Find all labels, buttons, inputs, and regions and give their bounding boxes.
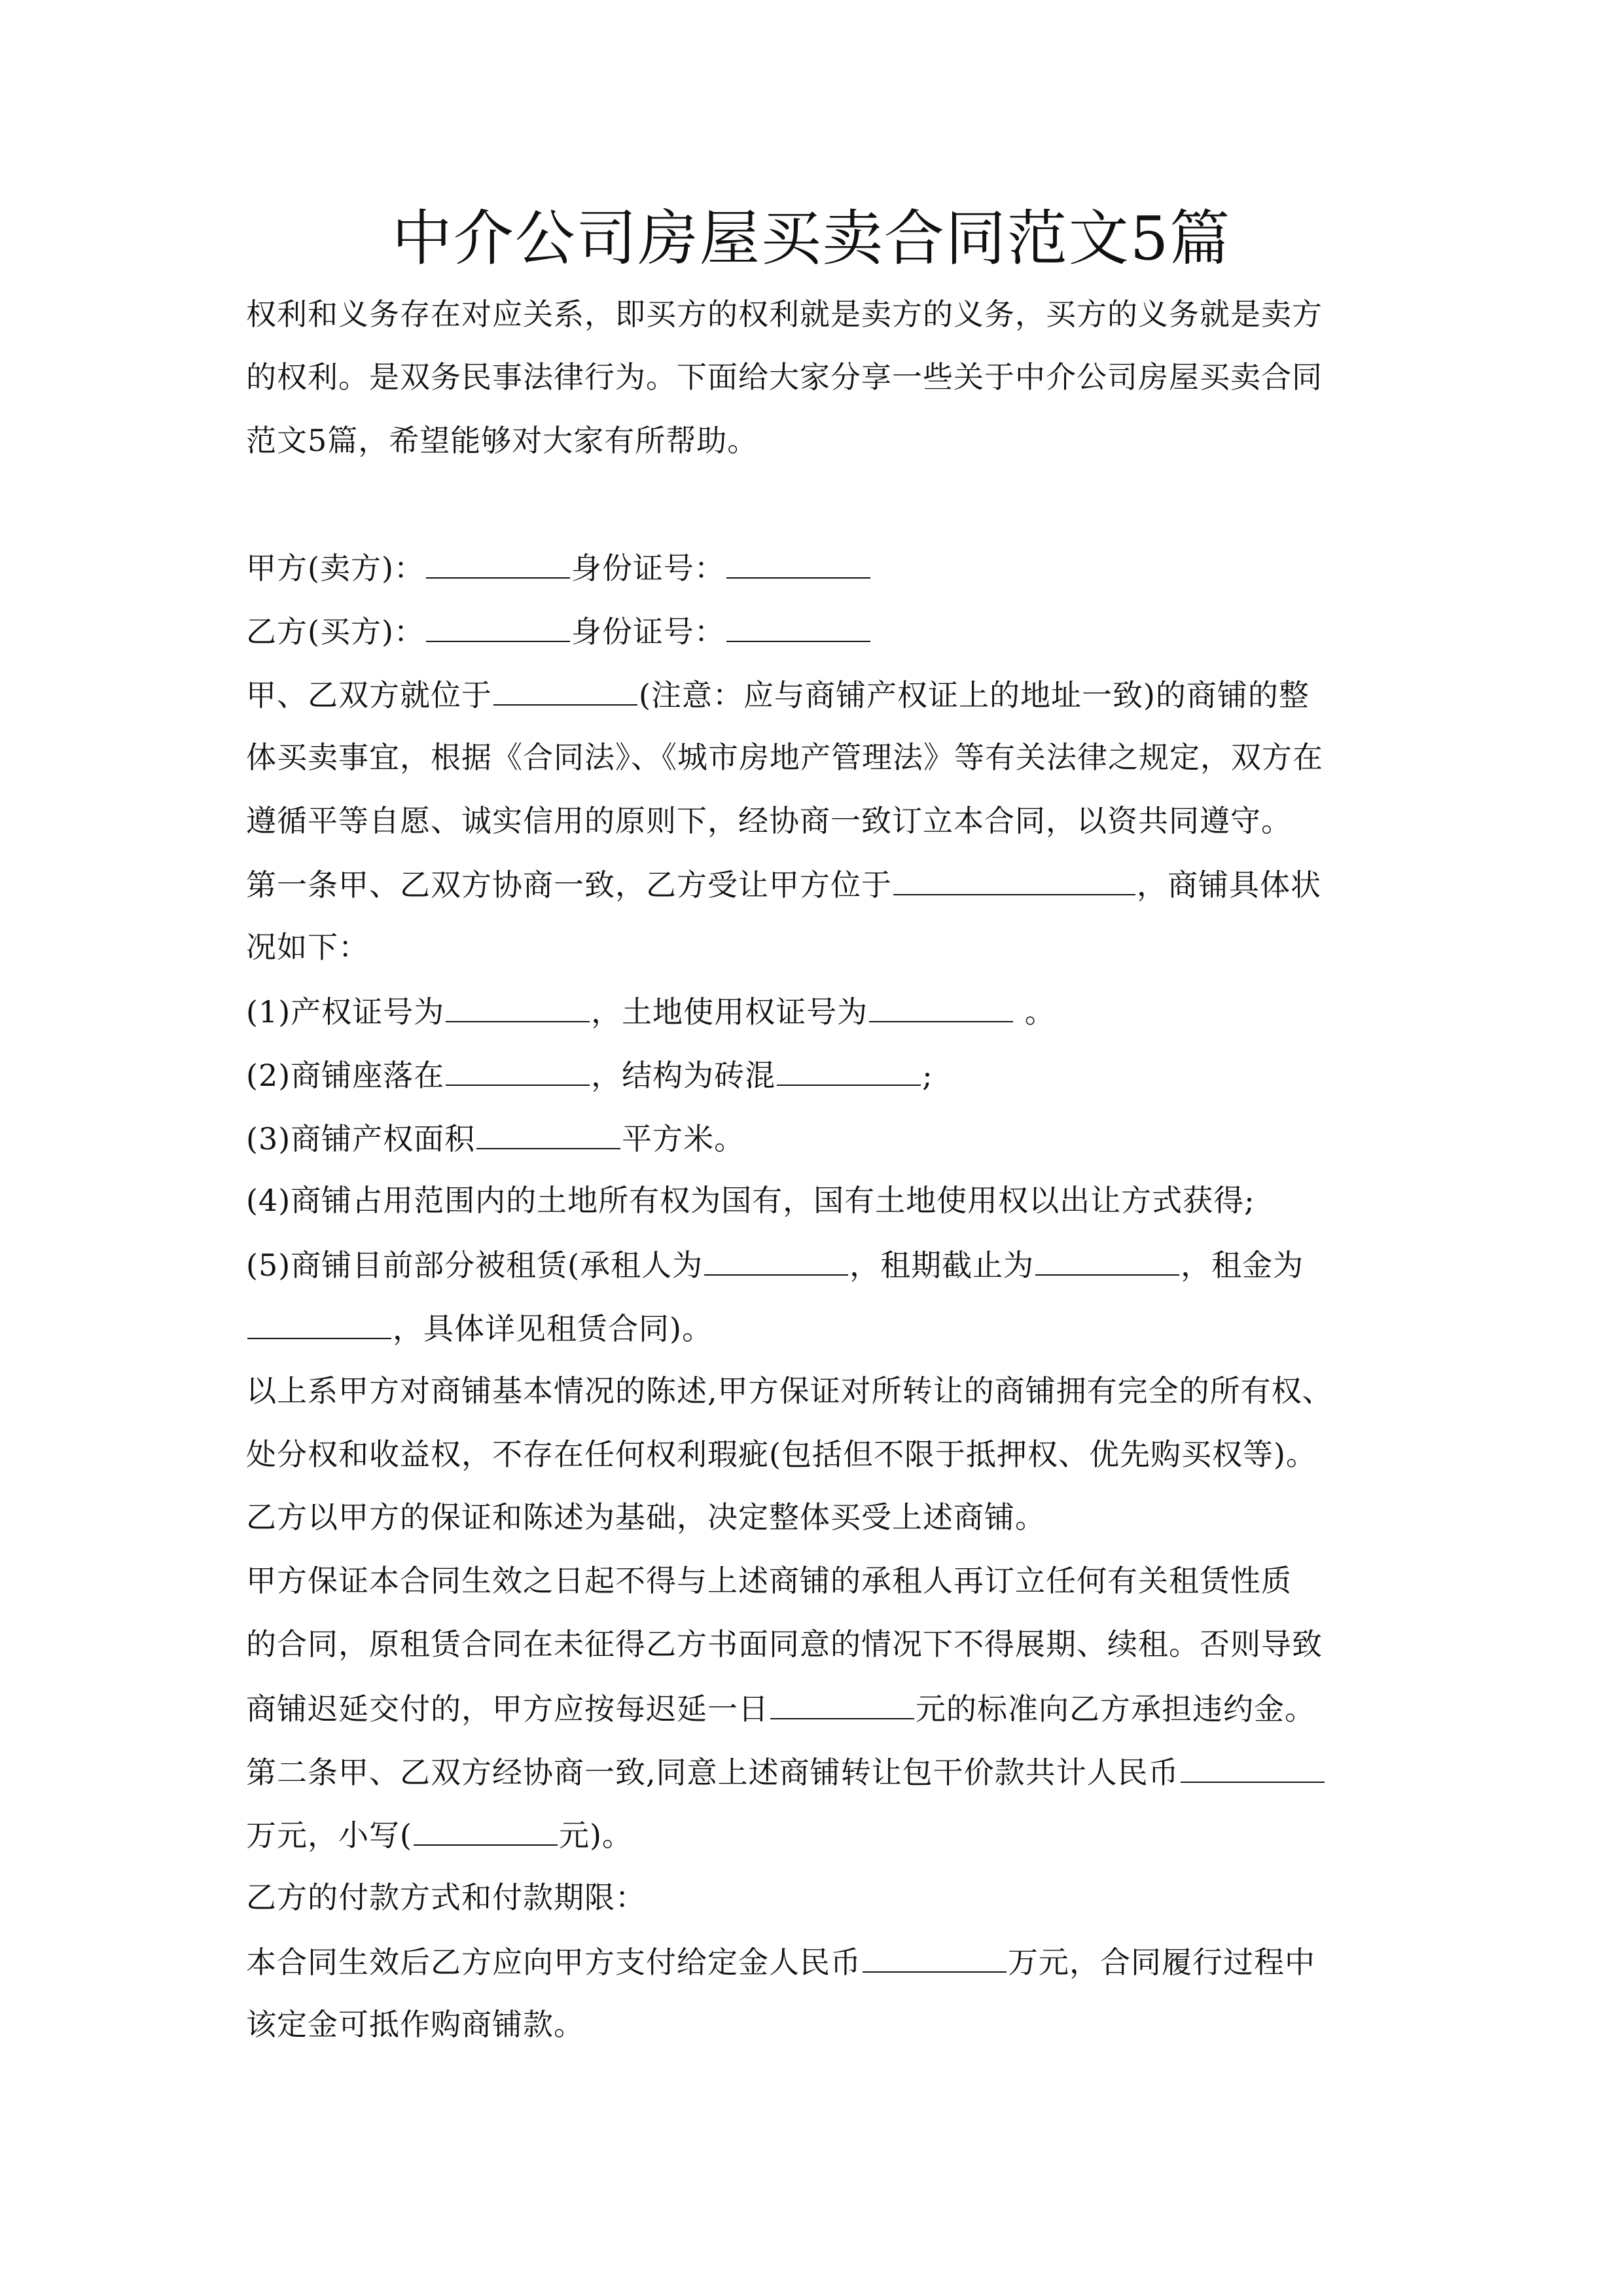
- penalty-text-a: 商铺迟延交付的，甲方应按每迟延一日: [246, 1691, 769, 1727]
- article1-text-b: ，商铺具体状: [1137, 867, 1321, 903]
- preamble-line-1: [246, 674, 1310, 715]
- land-cert-number-blank[interactable]: [869, 991, 1013, 1022]
- shop-location-blank[interactable]: [893, 864, 1135, 895]
- article1-line-2: 况如下：: [246, 929, 369, 965]
- property-address-blank[interactable]: [493, 674, 637, 706]
- deposit-amount-blank[interactable]: [863, 1941, 1007, 1973]
- item-2-text-c: ;: [922, 1058, 933, 1093]
- item-5-text-b: ，租期截止为: [849, 1247, 1035, 1283]
- article2-text-a: 万元，小写(: [246, 1818, 412, 1853]
- item-1-text-a: (1)产权证号为: [246, 994, 445, 1030]
- preamble-text-a: 甲、乙双方就位于: [246, 677, 492, 713]
- penalty-line: [246, 1688, 1315, 1729]
- warranty-line-4: 甲方保证本合同生效之日起不得与上述商铺的承租人再订立任何有关租赁性质: [246, 1563, 1292, 1598]
- title-cert-number-blank[interactable]: [446, 991, 590, 1022]
- item-5-line-1: [246, 1244, 1304, 1285]
- item-1-text-c: 。: [1014, 994, 1056, 1030]
- rent-blank[interactable]: [247, 1308, 391, 1339]
- warranty-line-1: 以上系甲方对商铺基本情况的陈述,甲方保证对所转让的商铺拥有完全的所有权、: [246, 1373, 1333, 1408]
- penalty-text-b: 元的标准向乙方承担违约金。: [916, 1691, 1315, 1727]
- item-3: [246, 1118, 745, 1158]
- preamble-text-b: (注意：应与商铺产权证上的地址一致)的商铺的整: [639, 677, 1310, 713]
- party-b-name-blank[interactable]: [426, 611, 570, 642]
- item-3-text-a: (3)商铺产权面积: [246, 1121, 476, 1157]
- party-a-name-blank[interactable]: [426, 547, 570, 579]
- item-2: [246, 1054, 933, 1095]
- party-b-row: [246, 611, 872, 651]
- deposit-text-b: 万元，合同履行过程中: [1008, 1945, 1315, 1980]
- total-price-blank[interactable]: [1181, 1751, 1325, 1783]
- deposit-text-a: 本合同生效后乙方应向甲方支付给定金人民币: [246, 1945, 861, 1980]
- item-2-text-b: ，结构为砖混: [591, 1058, 776, 1093]
- item-5-text-a: (5)商铺目前部分被租赁(承租人为: [246, 1247, 704, 1283]
- article2-line-2: [246, 1814, 633, 1855]
- item-5-text-d: ，具体详见租赁合同)。: [393, 1311, 713, 1346]
- document-title: 中介公司房屋买卖合同范文5篇: [391, 204, 1232, 274]
- deposit-line-1: [246, 1941, 1315, 1982]
- daily-penalty-blank[interactable]: [770, 1688, 914, 1719]
- item-1: [246, 991, 1056, 1031]
- lessee-blank[interactable]: [704, 1244, 848, 1276]
- warranty-line-2: 处分权和收益权，不存在任何权利瑕疵(包括但不限于抵押权、优先购买权等)。: [246, 1437, 1317, 1472]
- lease-end-blank[interactable]: [1035, 1244, 1179, 1276]
- article2-text-b: 元)。: [558, 1818, 633, 1853]
- item-2-text-a: (2)商铺座落在: [246, 1058, 445, 1093]
- item-4: (4)商铺占用范围内的土地所有权为国有，国有土地使用权以出让方式获得;: [246, 1183, 1255, 1218]
- shop-located-blank[interactable]: [446, 1054, 590, 1086]
- structure-blank[interactable]: [777, 1054, 921, 1086]
- party-b-id-label: 身份证号：: [571, 614, 725, 649]
- party-a-id-label: 身份证号：: [571, 550, 725, 586]
- party-b-id-blank[interactable]: [726, 611, 870, 642]
- preamble-line-2: 体买卖事宜，根据《合同法》、《城市房地产管理法》等有关法律之规定，双方在: [246, 740, 1323, 775]
- party-a-row: [246, 547, 872, 588]
- article2-text: 第二条甲、乙双方经协商一致,同意上述商铺转让包干价款共计人民币: [246, 1755, 1179, 1790]
- intro-line-1: 权利和义务存在对应关系，即买方的权利就是卖方的义务，买方的义务就是卖方: [246, 296, 1323, 332]
- warranty-line-5: 的合同，原租赁合同在未征得乙方书面同意的情况下不得展期、续租。否则导致: [246, 1626, 1323, 1662]
- party-a-id-blank[interactable]: [726, 547, 870, 579]
- item-1-text-b: ，土地使用权证号为: [591, 994, 868, 1030]
- article2-line-1: [246, 1751, 1326, 1792]
- party-b-label: 乙方(买方)：: [246, 614, 425, 649]
- intro-line-3: 范文5篇，希望能够对大家有所帮助。: [246, 423, 758, 458]
- item-3-text-b: 平方米。: [622, 1121, 745, 1157]
- payment-heading: 乙方的付款方式和付款期限：: [246, 1880, 646, 1915]
- intro-line-2: 的权利。是双务民事法律行为。下面给大家分享一些关于中介公司房屋买卖合同: [246, 359, 1323, 395]
- item-5-text-c: ，租金为: [1181, 1247, 1304, 1283]
- article1-line-1: [246, 864, 1321, 905]
- area-blank[interactable]: [476, 1118, 620, 1149]
- warranty-line-3: 乙方以甲方的保证和陈述为基础，决定整体买受上述商铺。: [246, 1499, 1046, 1535]
- party-a-label: 甲方(卖方)：: [246, 550, 425, 586]
- total-price-figure-blank[interactable]: [414, 1814, 558, 1846]
- item-5-line-2: [246, 1308, 713, 1348]
- article1-text-a: 第一条甲、乙双方协商一致，乙方受让甲方位于: [246, 867, 892, 903]
- deposit-line-2: 该定金可抵作购商铺款。: [246, 2007, 584, 2042]
- preamble-line-3: 遵循平等自愿、诚实信用的原则下，经协商一致订立本合同，以资共同遵守。: [246, 803, 1292, 838]
